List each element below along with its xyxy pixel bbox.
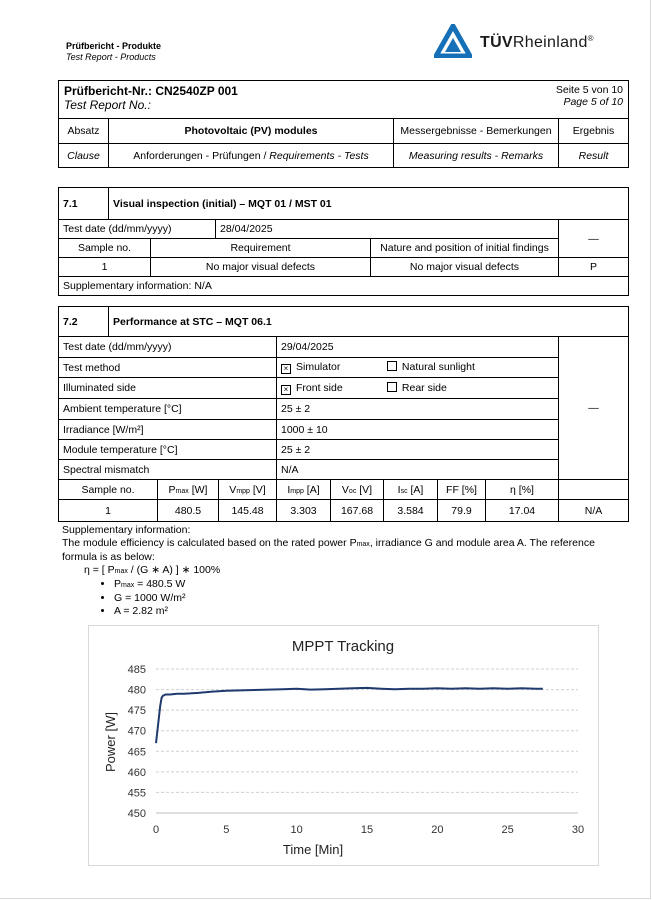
section-7-1-number: 7.1: [59, 188, 109, 220]
param-header-sample: Sample no.: [59, 480, 158, 500]
s72-ambient-label: Ambient temperature [°C]: [59, 399, 277, 420]
sample-no-value: 1: [59, 258, 151, 277]
clause-label-de: Absatz: [59, 119, 109, 144]
list-item: • A = 2.82 m²: [114, 605, 632, 618]
section-7-1-supplementary: Supplementary information: N/A: [59, 277, 629, 296]
supp-heading: Supplementary information:: [62, 524, 191, 536]
x-tick-label: 0: [152, 824, 160, 836]
test-date-label: Test date (dd/mm/yyyy): [59, 220, 216, 239]
section-7-1-table: [58, 187, 629, 296]
param-voc: 167.68: [331, 500, 384, 522]
logo-text: TÜVRheinland®: [480, 34, 594, 51]
y-tick-label: 455: [127, 787, 146, 800]
param-header-blank: [559, 480, 629, 500]
section-7-2-title: Performance at STC – MQT 06.1: [109, 307, 629, 337]
list-item: • Pmax = 480.5 W: [114, 578, 632, 592]
y-tick-label: 475: [127, 705, 146, 718]
report-number: Prüfbericht-Nr.: CN2540ZP 001: [64, 84, 238, 98]
y-tick-label: 460: [127, 766, 146, 779]
triangle-logo-icon: [434, 24, 472, 58]
x-tick-label: 30: [571, 824, 585, 836]
x-tick-label: 15: [360, 824, 374, 836]
test-date-value: 28/04/2025: [216, 220, 559, 239]
y-tick-label: 480: [127, 684, 146, 697]
param-header-impp: Impp [A]: [277, 480, 331, 500]
s72-test-date-label: Test date (dd/mm/yyyy): [59, 337, 277, 358]
y-tick-label: 485: [127, 664, 146, 676]
supplementary-info: [62, 524, 632, 618]
s72-module-temp-value: 25 ± 2: [277, 440, 559, 460]
param-header-ff: FF [%]: [438, 480, 486, 500]
requirements-label: Anforderungen - Prüfungen / Requirements - Tests: [109, 144, 394, 168]
header-title-de: Prüfbericht - Produkte: [66, 41, 162, 51]
section-7-2-result-dash: —: [559, 337, 629, 480]
header-title-en: Test Report - Products: [66, 52, 156, 62]
x-tick-label: 5: [223, 824, 230, 836]
x-axis-label: Time [Min]: [282, 842, 344, 857]
param-impp: 3.303: [277, 500, 331, 522]
y-tick-label: 450: [127, 808, 146, 820]
section-7-2-result: N/A: [559, 500, 629, 522]
result-label-de: Ergebnis: [559, 119, 629, 144]
s72-spectral-value: N/A: [277, 460, 559, 480]
s72-illuminated-label: Illuminated side: [59, 378, 277, 399]
findings-header: Nature and position of initial findings: [371, 239, 559, 258]
mppt-chart-svg: [89, 626, 598, 865]
param-header-isc: Isc [A]: [384, 480, 438, 500]
supp-text: The module efficiency is calculated based on the rated power Pmax, irradiance G and module area A. The reference formula is as below:: [62, 537, 595, 563]
y-tick-label: 470: [127, 725, 146, 738]
report-number-en: Test Report No.:: [64, 98, 151, 112]
x-tick-label: 10: [290, 824, 303, 836]
result-label-en: Result: [559, 144, 629, 168]
y-axis-label: Power [W]: [103, 712, 118, 772]
param-isc: 3.584: [384, 500, 438, 522]
x-tick-label: 20: [431, 824, 444, 836]
param-ff: 79.9: [438, 500, 486, 522]
section-7-1-title: Visual inspection (initial) – MQT 01 / MST 01: [109, 188, 629, 220]
param-header-eta: η [%]: [486, 480, 559, 500]
measurement-label-de: Messergebnisse - Bemerkungen: [394, 119, 559, 144]
param-header-voc: Voc [V]: [331, 480, 384, 500]
front-side-checkbox: ×: [281, 385, 291, 395]
param-eta: 17.04: [486, 500, 559, 522]
section-7-2-table: [58, 306, 629, 522]
s72-spectral-label: Spectral mismatch: [59, 460, 277, 480]
clause-label-en: Clause: [59, 144, 109, 168]
param-pmax: 480.5: [158, 500, 219, 522]
requirement-value: No major visual defects: [151, 258, 371, 277]
chart-title: MPPT Tracking: [291, 638, 395, 655]
power-series-line: [156, 688, 543, 743]
x-tick-label: 25: [501, 824, 514, 836]
page-number-de: Seite 5 von 10: [555, 84, 624, 96]
s72-test-method-label: Test method: [59, 358, 277, 378]
sample-no-header: Sample no.: [59, 239, 151, 258]
s72-test-date-value: 29/04/2025: [277, 337, 559, 358]
param-header-pmax: Pmax [W]: [158, 480, 219, 500]
module-title: Photovoltaic (PV) modules: [109, 119, 394, 144]
measurement-label-en: Measuring results - Remarks: [394, 144, 559, 168]
findings-value: No major visual defects: [371, 258, 559, 277]
s72-illuminated-value: × Front side Rear side: [277, 378, 559, 399]
section-7-1-result: P: [559, 258, 629, 277]
chart-y-ticks: [128, 664, 146, 820]
section-7-1-result-dash: —: [559, 220, 629, 258]
page-number-en: Page 5 of 10: [563, 96, 624, 108]
efficiency-formula: η = [ Pmax / (G ∗ A) ] ∗ 100%: [84, 564, 221, 576]
y-tick-label: 465: [127, 746, 146, 759]
s72-ambient-value: 25 ± 2: [277, 399, 559, 420]
s72-irradiance-label: Irradiance [W/m²]: [59, 420, 277, 440]
report-header-labels: [66, 41, 161, 63]
section-7-2-number: 7.2: [59, 307, 109, 337]
requirement-header: Requirement: [151, 239, 371, 258]
mppt-chart: [88, 625, 599, 866]
param-header-vmpp: Vmpp [V]: [219, 480, 277, 500]
param-sample: 1: [59, 500, 158, 522]
report-info-table: [58, 80, 629, 168]
natural-sunlight-checkbox: [387, 361, 397, 371]
tuv-logo: [434, 24, 614, 58]
simulator-checkbox: ×: [281, 364, 291, 374]
chart-x-ticks: [153, 824, 584, 836]
rear-side-checkbox: [387, 382, 397, 392]
s72-test-method-value: × Simulator Natural sunlight: [277, 358, 559, 378]
param-vmpp: 145.48: [219, 500, 277, 522]
formula-values-list: [62, 578, 632, 618]
s72-module-temp-label: Module temperature [°C]: [59, 440, 277, 460]
s72-irradiance-value: 1000 ± 10: [277, 420, 559, 440]
list-item: • G = 1000 W/m²: [114, 592, 632, 605]
